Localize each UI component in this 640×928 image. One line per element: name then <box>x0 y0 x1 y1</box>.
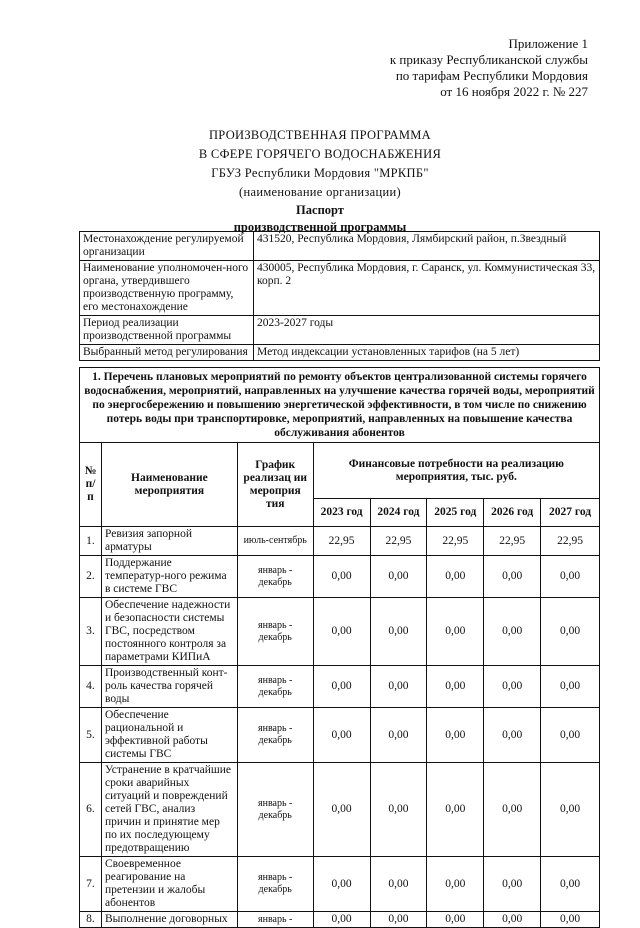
appendix-line-4: от 16 ноября 2022 г. № 227 <box>440 84 588 99</box>
appendix-line-3: по тарифам Республики Мордовия <box>395 68 588 83</box>
row-value: 0,00 <box>484 912 541 928</box>
row-value: 0,00 <box>427 857 484 912</box>
table-row <box>80 763 600 857</box>
row-value: 0,00 <box>427 708 484 763</box>
passport-title: Паспорт <box>296 203 344 217</box>
year-header: 2024 год <box>370 499 427 527</box>
row-schedule: январь - декабрь <box>237 598 313 666</box>
info-label: Местонахождение регулируемой организации <box>80 232 254 261</box>
row-value: 0,00 <box>484 556 541 598</box>
row-value: 0,00 <box>541 556 600 598</box>
row-value: 0,00 <box>541 763 600 857</box>
row-value: 0,00 <box>427 912 484 928</box>
row-value: 0,00 <box>484 666 541 708</box>
row-schedule: июль-сентябрь <box>237 527 313 556</box>
row-value: 22,95 <box>370 527 427 556</box>
appendix-line-1: Приложение 1 <box>508 36 588 51</box>
info-row <box>80 261 600 316</box>
info-value: Метод индексации установленных тарифов (на 5 лет) <box>254 345 600 361</box>
row-name: Производственный конт-роль качества горячей воды <box>101 666 237 708</box>
row-value: 22,95 <box>541 527 600 556</box>
row-value: 0,00 <box>313 666 370 708</box>
info-row <box>80 232 600 261</box>
row-name: Поддержание температур-ного режима в системе ГВС <box>101 556 237 598</box>
row-value: 0,00 <box>370 556 427 598</box>
row-value: 0,00 <box>427 763 484 857</box>
organization-name: ГБУЗ Республики Мордовия "МРКПБ" <box>211 166 429 180</box>
passport-subtitle: производственной программы <box>233 220 407 234</box>
row-value: 0,00 <box>541 708 600 763</box>
program-title-1: ПРОИЗВОДСТВЕННАЯ ПРОГРАММА <box>208 128 432 142</box>
row-name: Выполнение договорных <box>101 912 237 928</box>
row-name: Обеспечение надежности и безопасности системы ГВС, посредством постоянного контроля за параметрами КИПиА <box>101 598 237 666</box>
row-value: 0,00 <box>313 857 370 912</box>
info-row <box>80 345 600 361</box>
col-header-schedule: График реализац ии мероприя тия <box>237 443 313 527</box>
row-number: 4. <box>80 666 102 708</box>
row-value: 0,00 <box>370 763 427 857</box>
info-label: Наименование уполномочен-ного органа, утвердившего производственную программу, его местонахождение <box>80 261 254 316</box>
document-header <box>0 126 640 236</box>
row-value: 0,00 <box>541 857 600 912</box>
appendix-block <box>328 36 588 100</box>
row-value: 0,00 <box>427 666 484 708</box>
row-value: 0,00 <box>484 598 541 666</box>
col-header-finance: Финансовые потребности на реализацию мероприятия, тыс. руб. <box>313 443 599 499</box>
row-name: Своевременное реагирование на претензии и жалобы абонентов <box>101 857 237 912</box>
table-row <box>80 912 600 928</box>
row-number: 3. <box>80 598 102 666</box>
info-value: 2023-2027 годы <box>254 316 600 345</box>
info-value: 430005, Республика Мордовия, г. Саранск, ул. Коммунистическая 33, корп. 2 <box>254 261 600 316</box>
row-value: 0,00 <box>484 708 541 763</box>
row-value: 0,00 <box>370 666 427 708</box>
row-value: 0,00 <box>541 598 600 666</box>
row-number: 6. <box>80 763 102 857</box>
row-value: 22,95 <box>484 527 541 556</box>
row-value: 22,95 <box>313 527 370 556</box>
row-number: 7. <box>80 857 102 912</box>
program-title-2: В СФЕРЕ ГОРЯЧЕГО ВОДОСНАБЖЕНИЯ <box>198 147 442 161</box>
row-value: 22,95 <box>427 527 484 556</box>
table-row <box>80 666 600 708</box>
info-value: 431520, Республика Мордовия, Лямбирский район, п.Звездный <box>254 232 600 261</box>
row-name: Устранение в кратчайшие сроки аварийных ситуаций и повреждений сетей ГВС, анализ причин и принятие мер по их последующему предотвращению <box>101 763 237 857</box>
row-schedule: январь - декабрь <box>237 708 313 763</box>
table-row <box>80 857 600 912</box>
table-row <box>80 527 600 556</box>
row-value: 0,00 <box>370 708 427 763</box>
row-schedule: январь - декабрь <box>237 763 313 857</box>
year-header: 2023 год <box>313 499 370 527</box>
row-number: 2. <box>80 556 102 598</box>
year-header: 2027 год <box>541 499 600 527</box>
appendix-line-2: к приказу Республиканской службы <box>389 52 588 67</box>
row-value: 0,00 <box>427 598 484 666</box>
table-row <box>80 556 600 598</box>
organization-caption: (наименование организации) <box>239 185 401 199</box>
year-header: 2026 год <box>484 499 541 527</box>
row-value: 0,00 <box>427 556 484 598</box>
row-value: 0,00 <box>313 763 370 857</box>
info-label: Период реализации производственной программы <box>80 316 254 345</box>
row-value: 0,00 <box>484 763 541 857</box>
row-number: 1. <box>80 527 102 556</box>
row-value: 0,00 <box>370 598 427 666</box>
row-name: Ревизия запорной арматуры <box>101 527 237 556</box>
info-label: Выбранный метод регулирования <box>80 345 254 361</box>
row-schedule: январь - <box>237 912 313 928</box>
col-header-number: № п/ п <box>80 443 102 527</box>
row-value: 0,00 <box>541 912 600 928</box>
row-value: 0,00 <box>370 912 427 928</box>
row-schedule: январь - декабрь <box>237 666 313 708</box>
col-header-name: Наименование мероприятия <box>101 443 237 527</box>
row-value: 0,00 <box>370 857 427 912</box>
row-value: 0,00 <box>541 666 600 708</box>
measures-table <box>79 367 600 928</box>
row-value: 0,00 <box>484 857 541 912</box>
row-schedule: январь - декабрь <box>237 857 313 912</box>
row-name: Обеспечение рациональной и эффективной работы системы ГВС <box>101 708 237 763</box>
table-row <box>80 598 600 666</box>
row-number: 8. <box>80 912 102 928</box>
table-row <box>80 708 600 763</box>
row-value: 0,00 <box>313 556 370 598</box>
info-row <box>80 316 600 345</box>
passport-info-table <box>79 231 600 361</box>
row-value: 0,00 <box>313 708 370 763</box>
row-schedule: январь - декабрь <box>237 556 313 598</box>
row-number: 5. <box>80 708 102 763</box>
row-value: 0,00 <box>313 598 370 666</box>
section-title: 1. Перечень плановых мероприятий по ремонту объектов централизованной системы горячего водоснабжения, мероприятий, направленных на улучшение качества горячей воды, мероприятий по энергосбережению и повышению энергетической эффективности, в том числе по снижению потерь воды при транспортировке, мероприятий, направленных на повышение качества обслуживания абонентов <box>80 368 600 443</box>
year-header: 2025 год <box>427 499 484 527</box>
row-value: 0,00 <box>313 912 370 928</box>
